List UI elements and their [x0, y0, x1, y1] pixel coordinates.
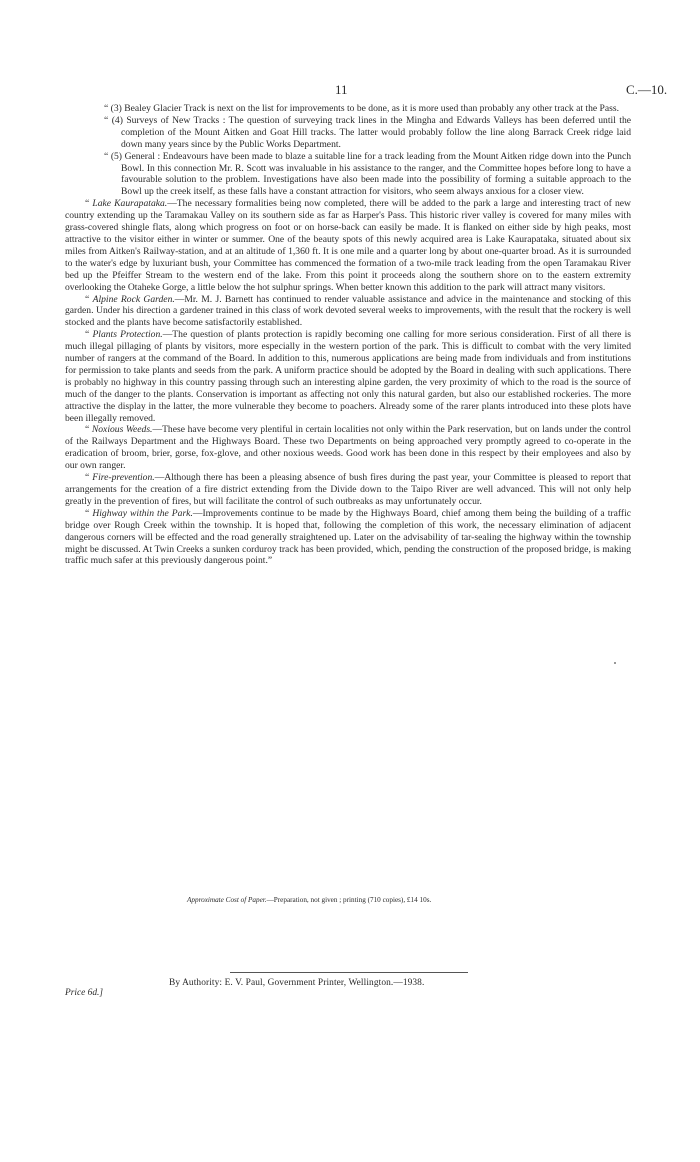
section-heading: Highway within the Park. — [92, 507, 193, 519]
section-heading: Noxious Weeds. — [91, 424, 153, 436]
cost-text: —Preparation, not given ; printing (710 copies), £14 10s. — [266, 896, 432, 904]
section-fire-prevention — [65, 472, 631, 508]
open-quote: “ — [85, 424, 92, 436]
cost-label: Approximate Cost of Paper. — [187, 896, 267, 904]
section-heading: Plants Protection. — [92, 329, 163, 341]
price-note: Price 6d.] — [65, 988, 104, 998]
section-text: —Mr. M. J. Barnett has continued to render valuable assistance and advice in the maintenance and stocking of this garden. Under his direction a gardener trained in this class of work devoted several weeks to improvements, with the result that the rockery is well stocked and the plants have become satisfactorily established. — [65, 293, 631, 329]
section-alpine-rock-garden — [65, 294, 631, 330]
list-item: “ (4) Surveys of New Tracks : The question of surveying track lines in the Mingha and Edwards Valleys has been deferred until the completion of the Mount Aitken and Goat Hill tracks. The latter would probably follow the line along Barrack Creek ridge laid down many years since by the Public Works Department. — [104, 114, 631, 150]
section-heading: Lake Kaurapataka. — [92, 198, 168, 210]
section-text: —These have become very plentiful in certain localities not only within the Park reservation, but on lands under the control of the Railways Department and the Highways Board. These two Departments on being approached very promptly agreed to co-operate in the eradication of broom, brier, gorse, fox-glove, and other noxious weeds. Good work has been done in this respect by their employees and also by our own ranger. — [65, 424, 631, 472]
footer-rule — [230, 972, 468, 973]
section-heading: Fire-prevention. — [92, 472, 155, 484]
section-heading: Alpine Rock Garden. — [92, 293, 175, 305]
section-plants-protection — [65, 329, 631, 424]
open-quote: “ — [85, 198, 93, 210]
section-highway-within-park — [65, 508, 631, 568]
list-item: “ (5) General : Endeavours have been made to blaze a suitable line for a track leading from the Mount Aitken ridge down into the Punch Bowl. In this connection Mr. R. Scott was invaluable in his assistance to the ranger, and the Committee hopes before long to have a favourable solution to the problem. Investigations have also been made into the possibility of forming a suitable approach to the Bowl up the creek itself, as these falls have a constant attraction for visitors, who seem always anxious for a closer view. — [104, 150, 631, 198]
section-text: —The question of plants protection is rapidly becoming one calling for more serious consideration. First of all there is much illegal pillaging of plants by visitors, more especially in the western portion of the park. This is difficult to combat with the very limited number of rangers at the command of the Board. In addition to this, numerous applications are being made from individuals and from institutions for permission to take plants and seeds from the park. A uniform practice should be adopted by the Board in dealing with such applications. There is probably no highway in this country passing through such an interesting alpine garden, the very proximity of which to the road is the source of much of the danger to the plants. Conservation is important as affecting not only this natural garden, but also our established rockeries. The more attractive the display in the latter, the more vulnerable they become to poachers. Already some of the rarer plants introduced into these plots have been illegally removed. — [65, 329, 631, 424]
open-quote: “ — [85, 472, 93, 484]
report-body — [65, 103, 631, 567]
page-number: 11 — [335, 82, 348, 97]
section-text: —Improvements continue to be made by the Highways Board, chief among them being the building of a traffic bridge over Rough Creek within the township. It is hoped that, following the completion of this work, the necessary elimination of adjacent dangerous corners will be effected and the road generally straightened up. Later on the advisability of tar-sealing the highway within the township might be discussed. At Twin Creeks a sunken corduroy track has been provided, which, pending the construction of the proposed bridge, is making traffic much safer at this previously dangerous point.” — [65, 507, 631, 567]
section-lake-kaurapataka — [65, 198, 631, 293]
page-speck — [614, 662, 616, 664]
section-noxious-weeds — [65, 424, 631, 472]
open-quote: “ — [85, 293, 93, 305]
section-text: —The necessary formalities being now completed, there will be added to the park a large and interesting tract of new country extending up the Taramakau Valley on its southern side as far as Harper's Pass. This historic river valley is covered for many miles with grass-covered shingle flats, along which progress on foot or on horse-back can easily be made. It is flanked on either side by high peaks, most attractive to the visitor either in winter or summer. One of the beauty spots of this newly acquired area is Lake Kaurapataka, situated about six miles from Aitken's Railway-station, and at an altitude of 1,360 ft. It is one mile and a quarter long by about one-quarter broad. As it is surrounded to the water's edge by luxuriant bush, your Committee has commenced the formation of a two-mile track leading from the open Taramakau River bed up the Pfeiffer Stream to the western end of the lake. From this point it proceeds along the southern shore on to the eastern extremity overlooking the Otaheke Gorge, a little below the hot sulphur springs. When better known this addition to the park will attract many visitors. — [65, 198, 631, 293]
open-quote: “ — [85, 507, 93, 519]
approximate-cost — [187, 896, 431, 904]
list-item: “ (3) Bealey Glacier Track is next on the list for improvements to be done, as it is more used than probably any other track at the Pass. — [104, 103, 620, 114]
paper-code: C.—10. — [626, 82, 668, 97]
open-quote: “ — [85, 329, 93, 341]
section-text: —Although there has been a pleasing absence of bush fires during the past year, your Committee is pleased to report that arrangements for the creation of a fire district extending from the Divide down to the Taipo River are well advanced. This will not only help greatly in the prevention of fires, but will facilitate the control of such outbreaks as may unfortunately occur. — [65, 472, 631, 507]
printer-authority: By Authority: E. V. Paul, Government Printer, Wellington.—1938. — [169, 978, 425, 988]
